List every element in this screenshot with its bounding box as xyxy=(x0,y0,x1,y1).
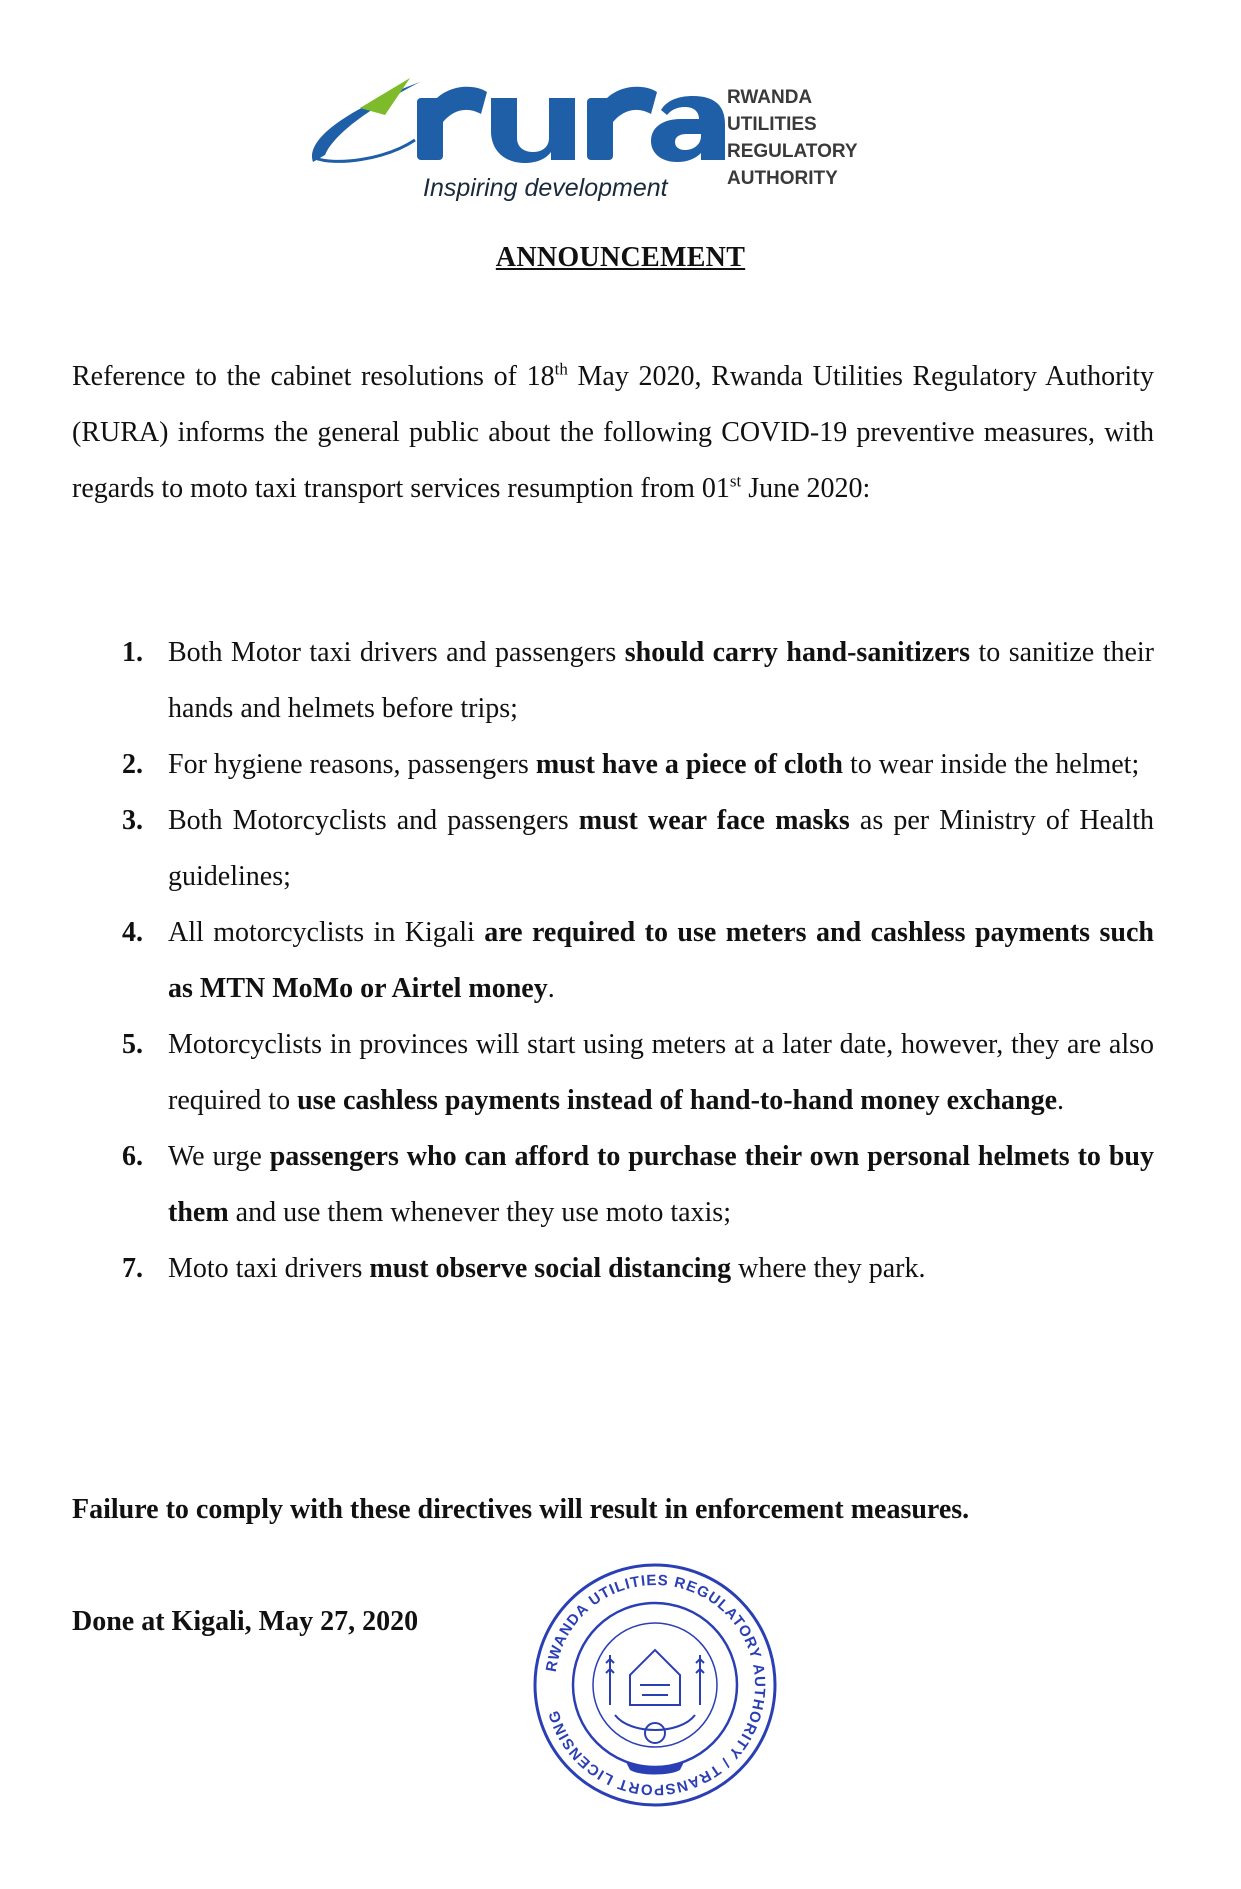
org-name-line: UTILITIES xyxy=(727,114,817,135)
ordinal-suffix: st xyxy=(729,471,742,491)
measure-text: Both Motorcyclists and passengers xyxy=(168,805,579,836)
measure-text: where they park. xyxy=(731,1253,926,1284)
logo-tagline: Inspiring development xyxy=(423,174,668,202)
rura-logo xyxy=(305,70,865,210)
ordinal-suffix: th xyxy=(554,359,568,379)
intro-text: June 2020: xyxy=(741,473,871,504)
measure-number: 2. xyxy=(122,749,143,780)
measure-emphasis: use cashless payments instead of hand-to-hand money exchange xyxy=(297,1085,1058,1116)
measure-text: as per Ministry of Health guidelines; xyxy=(168,805,1154,892)
intro-text: Reference to the cabinet resolutions of 18 xyxy=(72,361,555,392)
org-name-line: AUTHORITY xyxy=(727,168,838,189)
measure-text: Both Motor taxi drivers and passengers xyxy=(168,637,625,668)
measure-item xyxy=(122,1241,1154,1297)
official-stamp-icon xyxy=(530,1555,780,1815)
measure-number: 7. xyxy=(122,1253,143,1284)
measure-text: Moto taxi drivers xyxy=(168,1253,370,1284)
measure-item xyxy=(122,625,1154,737)
measure-emphasis: must observe social distancing xyxy=(369,1253,732,1284)
measure-text: All motorcyclists in Kigali xyxy=(168,917,485,948)
measure-text: For hygiene reasons, passengers xyxy=(168,749,536,780)
measure-emphasis: passengers who can afford to purchase their own personal helmets to buy them xyxy=(168,1141,1154,1228)
measure-item xyxy=(122,1129,1154,1241)
measure-text: Motorcyclists in provinces will start using meters at a later date, however, they are also required to xyxy=(168,1029,1154,1116)
announcement-title: ANNOUNCEMENT xyxy=(495,242,746,273)
measure-emphasis: must wear face masks xyxy=(578,805,850,836)
measure-text: and use them whenever they use moto taxis; xyxy=(228,1197,731,1228)
measure-item xyxy=(122,793,1154,905)
measure-number: 1. xyxy=(122,637,143,668)
org-name xyxy=(727,84,858,192)
measure-item xyxy=(122,1017,1154,1129)
measure-text: . xyxy=(547,973,555,1004)
measure-number: 6. xyxy=(122,1141,143,1172)
measure-emphasis: should carry hand-sanitizers xyxy=(624,637,970,668)
measures-list xyxy=(122,625,1154,1297)
measure-text: to sanitize their hands and helmets before trips; xyxy=(168,637,1154,724)
measure-emphasis: must have a piece of cloth xyxy=(535,749,843,780)
org-name-line: RWANDA xyxy=(727,87,813,108)
measure-text: We urge xyxy=(168,1141,270,1172)
measure-emphasis: are required to use meters and cashless payments such as MTN MoMo or Airtel money xyxy=(168,917,1154,1004)
failure-warning: Failure to comply with these directives will result in enforcement measures. xyxy=(72,1494,970,1525)
measure-number: 4. xyxy=(122,917,143,948)
measure-item xyxy=(122,905,1154,1017)
measure-number: 3. xyxy=(122,805,143,836)
intro-paragraph xyxy=(72,349,1154,517)
measure-text: to wear inside the helmet; xyxy=(843,749,1140,780)
svg-text:RWANDA UTILITIES REGULATORY AU: RWANDA UTILITIES REGULATORY AUTHORITY / TRANSPORT LICENSING xyxy=(542,1571,769,1799)
measure-text: . xyxy=(1057,1085,1065,1116)
intro-text: May 2020, Rwanda Utilities Regulatory Authority (RURA) informs the general public about the following COVID-19 preventive measures, with regards to moto taxi transport services resumption from 01 xyxy=(72,361,1154,504)
org-name-line: REGULATORY xyxy=(727,141,858,162)
measure-item xyxy=(122,737,1154,793)
rura-logo-icon xyxy=(305,70,725,180)
measure-number: 5. xyxy=(122,1029,143,1060)
done-at-line: Done at Kigali, May 27, 2020 xyxy=(72,1606,419,1637)
